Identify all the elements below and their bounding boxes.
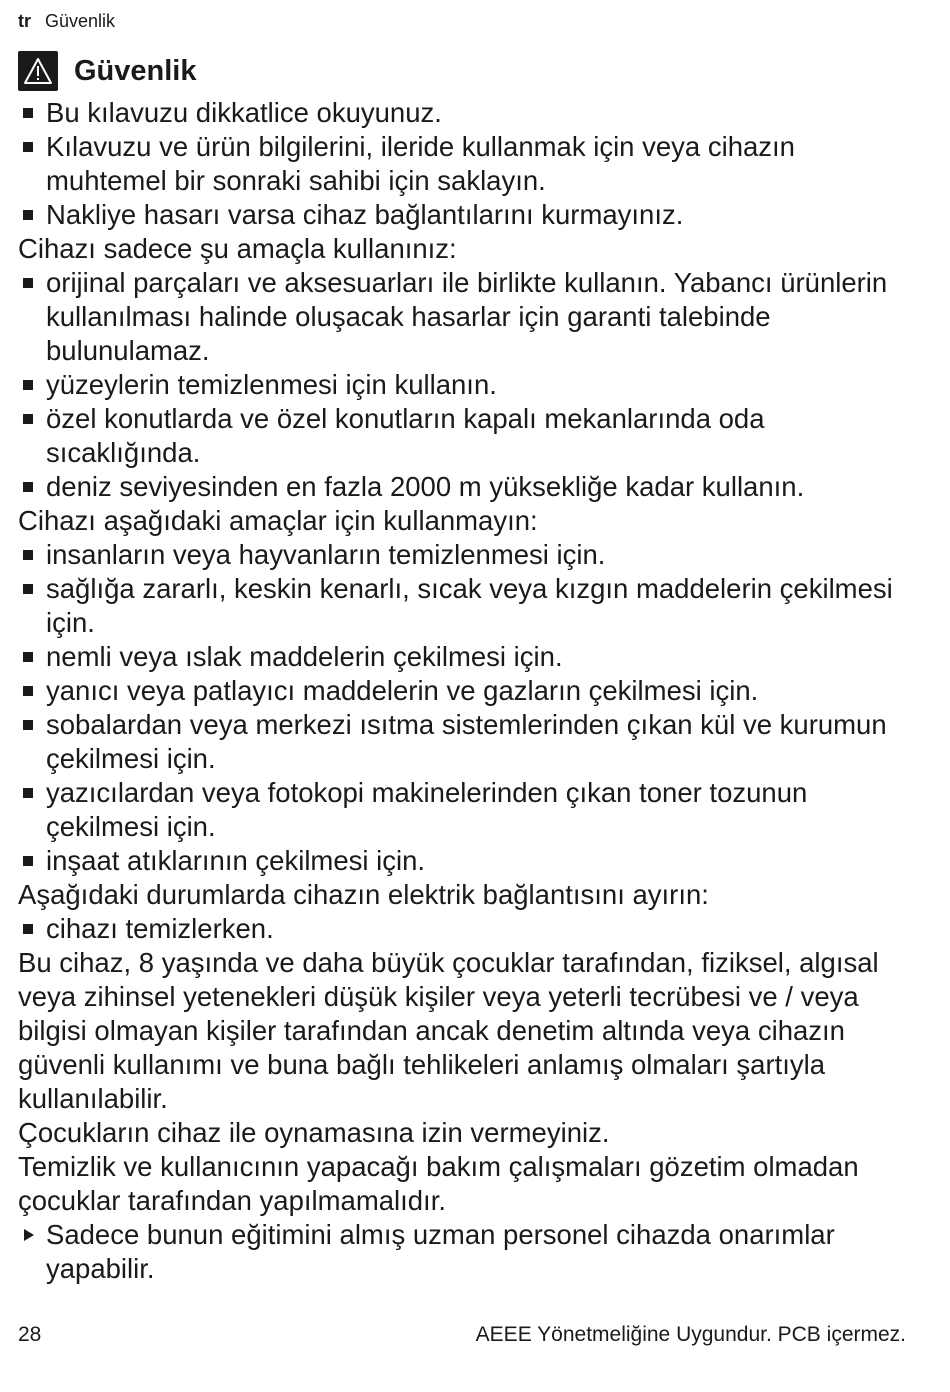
square-bullet-icon bbox=[23, 550, 33, 560]
running-header-section: Güvenlik bbox=[45, 11, 116, 31]
list-item bbox=[18, 470, 918, 504]
square-bullet-icon bbox=[23, 414, 33, 424]
safety-content bbox=[18, 96, 918, 1286]
list-item-text: deniz seviyesinden en fazla 2000 m yüksekliğe kadar kullanın. bbox=[46, 471, 805, 502]
square-bullet-icon bbox=[23, 108, 33, 118]
footer-note: AEEE Yönetmeliğine Uygundur. PCB içermez. bbox=[475, 1323, 906, 1346]
square-bullet-icon bbox=[23, 686, 33, 696]
list-item-text: yanıcı veya patlayıcı maddelerin ve gazların çekilmesi için. bbox=[46, 675, 759, 706]
list-item bbox=[18, 538, 918, 572]
paragraph: Aşağıdaki durumlarda cihazın elektrik bağlantısını ayırın: bbox=[18, 879, 709, 910]
square-bullet-icon bbox=[23, 584, 33, 594]
list-item-text: Bu kılavuzu dikkatlice okuyunuz. bbox=[46, 97, 442, 128]
list-item-text: Kılavuzu ve ürün bilgilerini, ileride kullanmak için veya cihazın muhtemel bir sonraki sahibi için saklayın. bbox=[46, 131, 795, 196]
list-item-text: Nakliye hasarı varsa cihaz bağlantılarını kurmayınız. bbox=[46, 199, 684, 230]
list-item-text: cihazı temizlerken. bbox=[46, 913, 274, 944]
list-item bbox=[18, 674, 918, 708]
page-number: 28 bbox=[18, 1323, 42, 1346]
paragraph: Bu cihaz, 8 yaşında ve daha büyük çocuklar tarafından, fiziksel, algısal veya zihinsel yetenekleri düşük kişiler veya yeterli tecrübesi ve / veya bilgisi olmayan kişiler tarafından ancak denetim altında veya cihazın güvenli kullanımı ve buna bağlı tehlikeleri anlamış olmaları şartıyla kullanılabilir. bbox=[18, 947, 879, 1114]
square-bullet-icon bbox=[23, 652, 33, 662]
list-item-text: özel konutlarda ve özel konutların kapalı mekanlarında oda sıcaklığında. bbox=[46, 403, 765, 468]
list-item bbox=[18, 130, 918, 198]
square-bullet-icon bbox=[23, 924, 33, 934]
action-item bbox=[18, 1218, 918, 1286]
list-item bbox=[18, 368, 918, 402]
list-item bbox=[18, 844, 918, 878]
list-item-text: inşaat atıklarının çekilmesi için. bbox=[46, 845, 426, 876]
list-item bbox=[18, 912, 918, 946]
list-item bbox=[18, 266, 918, 368]
square-bullet-icon bbox=[23, 210, 33, 220]
list-item-text: Sadece bunun eğitimini almış uzman personel cihazda onarımlar yapabilir. bbox=[46, 1219, 835, 1284]
list-item bbox=[18, 708, 918, 776]
arrow-right-icon bbox=[24, 1229, 34, 1241]
warning-triangle-icon bbox=[18, 51, 58, 91]
square-bullet-icon bbox=[23, 278, 33, 288]
language-code: tr bbox=[18, 11, 31, 31]
section-heading bbox=[18, 51, 197, 91]
paragraph: Cihazı sadece şu amaçla kullanınız: bbox=[18, 233, 457, 264]
square-bullet-icon bbox=[23, 720, 33, 730]
paragraph: Cihazı aşağıdaki amaçlar için kullanmayın: bbox=[18, 505, 538, 536]
list-item bbox=[18, 198, 918, 232]
paragraph: Çocukların cihaz ile oynamasına izin vermeyiniz. bbox=[18, 1117, 610, 1148]
list-item bbox=[18, 776, 918, 844]
list-item-text: sobalardan veya merkezi ısıtma sistemlerinden çıkan kül ve kurumun çekilmesi için. bbox=[46, 709, 887, 774]
page-title: Güvenlik bbox=[74, 55, 197, 87]
paragraph: Temizlik ve kullanıcının yapacağı bakım çalışmaları gözetim olmadan çocuklar tarafından yapılmamalıdır. bbox=[18, 1151, 859, 1216]
list-item bbox=[18, 402, 918, 470]
square-bullet-icon bbox=[23, 482, 33, 492]
square-bullet-icon bbox=[23, 142, 33, 152]
square-bullet-icon bbox=[23, 380, 33, 390]
running-header bbox=[18, 8, 115, 34]
list-item-text: sağlığa zararlı, keskin kenarlı, sıcak veya kızgın maddelerin çekilmesi için. bbox=[46, 573, 893, 638]
list-item-text: insanların veya hayvanların temizlenmesi için. bbox=[46, 539, 606, 570]
list-item bbox=[18, 96, 918, 130]
square-bullet-icon bbox=[23, 856, 33, 866]
list-item-text: orijinal parçaları ve aksesuarları ile birlikte kullanın. Yabancı ürünlerin kullanılması halinde oluşacak hasarlar için garanti talebinde bulunulamaz. bbox=[46, 267, 888, 366]
list-item bbox=[18, 640, 918, 674]
square-bullet-icon bbox=[23, 788, 33, 798]
list-item-text: yazıcılardan veya fotokopi makinelerinden çıkan toner tozunun çekilmesi için. bbox=[46, 777, 808, 842]
list-item-text: yüzeylerin temizlenmesi için kullanın. bbox=[46, 369, 497, 400]
list-item-text: nemli veya ıslak maddelerin çekilmesi için. bbox=[46, 641, 563, 672]
list-item bbox=[18, 572, 918, 640]
